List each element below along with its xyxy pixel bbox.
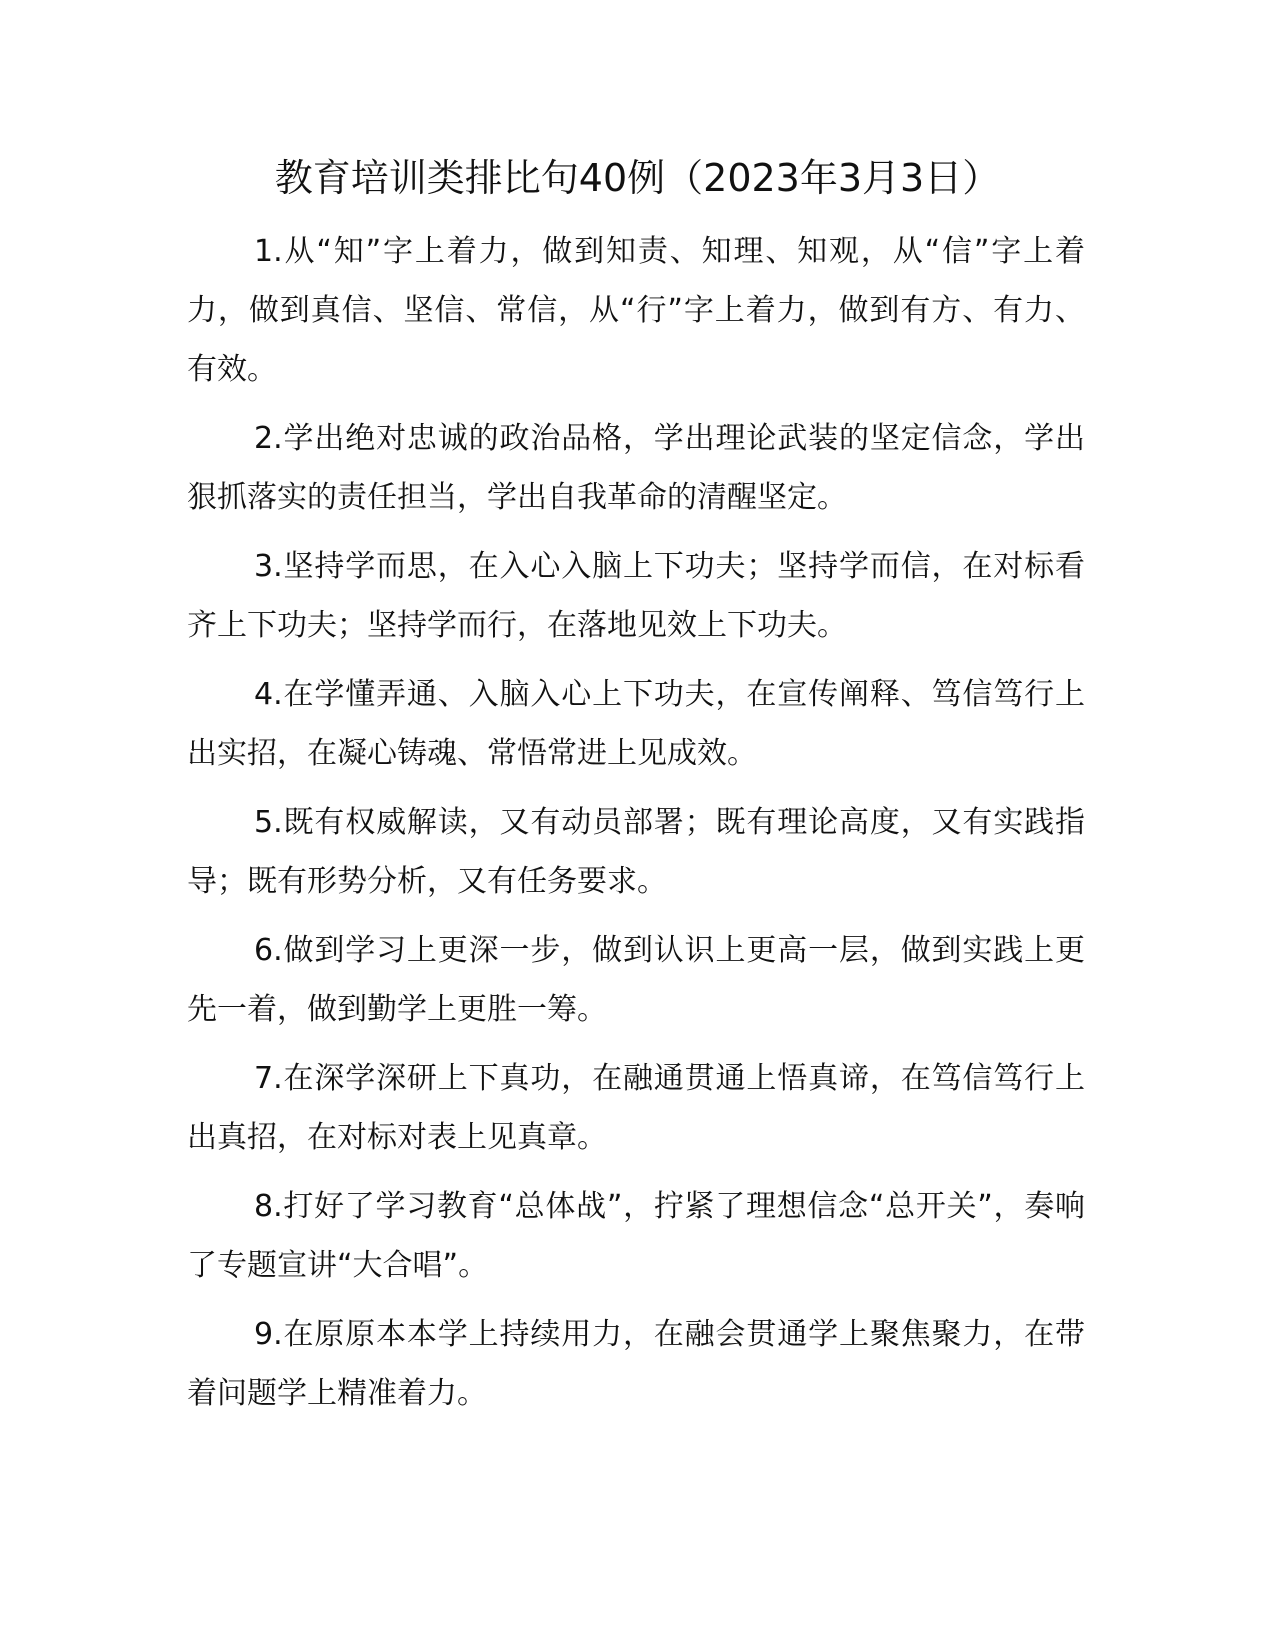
paragraph-4: 4.在学懂弄通、入脑入心上下功夫，在宣传阐释、笃信笃行上出实招，在凝心铸魂、常悟常进上见成效。 <box>187 677 1085 771</box>
paragraph-2: 2.学出绝对忠诚的政治品格，学出理论武装的坚定信念，学出狠抓落实的责任担当，学出自我革命的清醒坚定。 <box>187 421 1085 515</box>
paragraph-6: 6.做到学习上更深一步，做到认识上更高一层，做到实践上更先一着，做到勤学上更胜一筹。 <box>187 933 1085 1027</box>
paragraph-3: 3.坚持学而思，在入心入脑上下功夫；坚持学而信，在对标看齐上下功夫；坚持学而行，在落地见效上下功夫。 <box>187 549 1085 643</box>
paragraph-1: 1.从“知”字上着力，做到知责、知理、知观，从“信”字上着力，做到真信、坚信、常信，从“行”字上着力，做到有方、有力、有效。 <box>187 234 1085 387</box>
paragraph-8: 8.打好了学习教育“总体战”，拧紧了理想信念“总开关”，奏响了专题宣讲“大合唱”。 <box>187 1189 1085 1283</box>
document-title: 教育培训类排比句40例（2023年3月3日） <box>274 156 1001 200</box>
paragraph-9: 9.在原原本本学上持续用力，在融会贯通学上聚焦聚力，在带着问题学上精准着力。 <box>187 1317 1085 1411</box>
paragraph-7: 7.在深学深研上下真功，在融通贯通上悟真谛，在笃信笃行上出真招，在对标对表上见真章。 <box>187 1061 1085 1155</box>
paragraph-5: 5.既有权威解读，又有动员部署；既有理论高度，又有实践指导；既有形势分析，又有任务要求。 <box>187 805 1085 899</box>
document-body <box>187 222 1085 1433</box>
